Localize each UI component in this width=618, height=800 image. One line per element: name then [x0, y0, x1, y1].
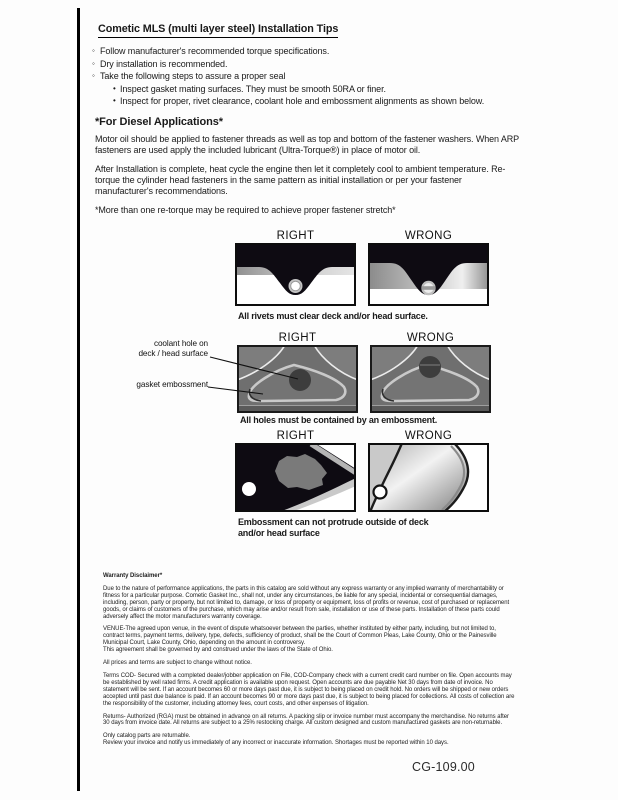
figure-wrong — [368, 429, 489, 512]
list-item — [113, 95, 522, 108]
installation-tips-list — [92, 45, 522, 108]
list-item-text: Inspect for proper, rivet clearance, coolant hole and embossment alignments as shown below. — [120, 96, 485, 107]
diesel-applications-heading: *For Diesel Applications* — [95, 116, 223, 128]
retorque-note: *More than one re-torque may be required to achieve proper fastener stretch* — [95, 205, 396, 215]
list-item — [92, 58, 522, 71]
warranty-paragraph: Returns- Authorized (RGA) must be obtained in advance on all returns. A packing slip or invoice number must accompany the merchandise. No returns after 30 days from invoice date. All returns are subject to a 25% restocking charge. All custom designed and custom manufactured gaskets are non-returnable. — [103, 713, 509, 727]
diagram-caption: All holes must be contained by an embossment. — [240, 415, 438, 425]
right-label: RIGHT — [276, 230, 315, 242]
list-item-text: Inspect gasket mating surfaces. They must be smooth 50RA or finer. — [120, 83, 386, 94]
embossment-right-diagram — [237, 345, 358, 413]
rivet-wrong-diagram — [368, 243, 489, 306]
figure-right — [235, 229, 356, 306]
list-item-text: Dry installation is recommended. — [100, 58, 228, 69]
warranty-paragraph: Terms COD- Secured with a completed dealer/jobber application on File, COD-Company check with a current credit card number on file. Open accounts may be established by well rated firms. A credit application is available upon request. Open accounts are due payable Net 30 days from date of invoice. No statement will be sent. If an account becomes 60 or more days past due, it is subject to being placed on credit hold. No orders will be shipped or new orders accepted until past due balance is paid. If an account becomes 90 or more days past due, it is subject to being placed for collections. All costs of collection are the responsibility of the customer, including attorney fees, court costs, and other expenses of litigation. — [103, 672, 515, 707]
embossment-wrong-diagram — [370, 345, 491, 413]
wrong-label: WRONG — [404, 430, 453, 442]
bullet-icon: • — [113, 83, 116, 93]
open-bullet-icon: ◦ — [92, 71, 95, 81]
list-item — [92, 45, 522, 58]
list-item — [92, 70, 522, 83]
wrong-label: WRONG — [404, 230, 453, 242]
figure-wrong — [368, 229, 489, 306]
protrusion-right-diagram — [235, 443, 356, 512]
diagram-caption — [238, 517, 488, 539]
open-bullet-icon: ◦ — [92, 46, 95, 55]
caption-line: Embossment can not protrude outside of deck — [238, 517, 429, 527]
caption-line: and/or head surface — [238, 528, 320, 538]
figure-wrong — [370, 331, 491, 413]
diesel-paragraph-1: Motor oil should be applied to fastener threads as well as top and bottom of the fastener washers. When ARP fasteners are used apply the included lubricant (Ultra-Torque®) in place of motor oil. — [95, 134, 519, 156]
right-label: RIGHT — [278, 332, 317, 344]
warranty-paragraph: This agreement shall be governed by and construed under the laws of the State of Ohio. — [103, 647, 333, 654]
bullet-icon: • — [113, 96, 116, 106]
page-title: Cometic MLS (multi layer steel) Installation Tips — [98, 23, 338, 38]
figure-right — [235, 429, 356, 512]
coolant-hole-annotation — [105, 339, 208, 358]
warranty-paragraph: VENUE-The agreed upon venue, in the event of dispute whatsoever between the parties, whether instituted by either party, including, but not limited to, contract terms, payment terms, delivery, type, defects, sufficiency of product, shall be the Court of Common Pleas, Lake County, Ohio or the Painesville Municipal Court, Lake County, Ohio, depending on the amount in controversy. — [103, 626, 497, 647]
warranty-paragraph: Due to the nature of performance applications, the parts in this catalog are sold without any express warranty or any implied warranty of merchantability or fitness for a particular purpose. Cometic Gasket Inc., shall not, under any circumstances, be liable for any special, incidental or consequential damages, including, person, party or property, but not limited to, damage, or loss of property or equipment, loss of profits or revenue, cost of purchased or replacement goods, or claims of customers of the purchase, which may arise and/or result from sale, installation or use of these parts. Installation of these parts could adversely affect the motor manufacturers warranty coverage. — [103, 585, 510, 620]
catalog-page-code: CG-109.00 — [412, 760, 475, 774]
diesel-paragraph-2: After Installation is complete, heat cycle the engine then let it completely cool to ambient temperature. Re-torque the cylinder head fasteners in the same pattern as initial installation or per your fastener manufacturer's recommendations. — [95, 164, 506, 197]
list-item-text: Take the following steps to assure a proper seal — [100, 71, 286, 82]
open-bullet-icon: ◦ — [92, 58, 95, 68]
warranty-paragraph: All prices and terms are subject to change without notice. — [103, 660, 252, 667]
wrong-label: WRONG — [406, 332, 455, 344]
rivet-right-diagram — [235, 243, 356, 306]
list-item-text: Follow manufacturer's recommended torque specifications. — [100, 46, 330, 56]
warranty-heading: Warranty Disclaimer* — [103, 573, 163, 579]
diagram-caption: All rivets must clear deck and/or head surface. — [238, 311, 428, 321]
left-margin-rule — [77, 8, 80, 791]
warranty-paragraph: Review your invoice and notify us immediately of any incorrect or inaccurate information. Shortages must be reported within 10 days. — [103, 740, 449, 747]
right-label: RIGHT — [276, 430, 315, 442]
annotation-line: coolant hole on — [153, 339, 208, 348]
protrusion-wrong-diagram — [368, 443, 489, 512]
figure-right — [237, 331, 358, 413]
warranty-paragraph: Only catalog parts are returnable. — [103, 733, 191, 740]
warranty-disclaimer — [103, 573, 515, 753]
gasket-embossment-annotation: gasket embossment — [136, 380, 208, 389]
list-item — [113, 83, 522, 96]
annotation-line: deck / head surface — [138, 348, 208, 358]
